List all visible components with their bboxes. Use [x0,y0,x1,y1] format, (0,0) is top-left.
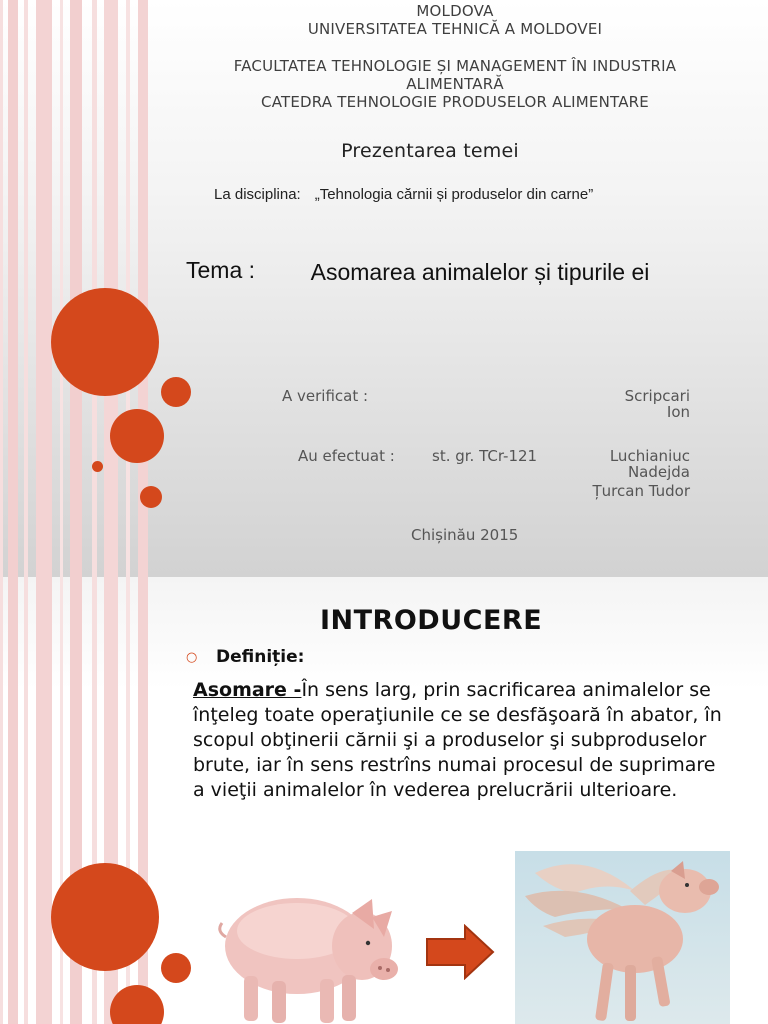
decorative-circle-medium [110,985,164,1024]
definition-text: În sens larg, prin sacrificarea animalelor se înţeleg toate operaţiunile ce se desfăşoară în abator, în scopul obţinerii cărnii şi a produselor şi subproduselor brute, iar în sens restrîns numai procesul de suprimare a vieţii animalelor în vederea prelucrării ulterioare. [193,679,722,801]
city-year: Chișinău 2015 [411,526,519,544]
faculty-header [150,57,760,111]
decorative-circle-large [51,288,159,396]
definition-paragraph [193,678,733,803]
decorative-circle-medium [110,409,164,463]
verifier-first-name: Scripcari [624,387,690,405]
presentation-label: Prezentarea temei [341,140,519,162]
winged-pig-image [515,851,730,1024]
done-label: Au efectuat : [298,447,395,465]
discipline-value: „Tehnologia cărnii și produselor din carne” [314,186,594,203]
introduction-slide [0,577,768,1024]
discipline-line [214,186,593,203]
decorative-circle-small [161,953,191,983]
student2-name: Țurcan Tudor [592,482,690,500]
group-label: st. gr. TCr-121 [432,447,538,465]
decorative-circle-small [161,377,191,407]
student1-last-name: Nadejda [627,463,690,481]
faculty-line: FACULTATEA TEHNOLOGIE ȘI MANAGEMENT ÎN INDUSTRIA [233,57,677,75]
university-header [150,2,760,38]
topic-label: Tema : [186,257,256,283]
slide-heading: INTRODUCERE [320,605,543,636]
pig-image [202,851,402,1024]
bullet-circle-icon: ○ [186,650,198,665]
decorative-circle-small [140,486,162,508]
right-arrow-icon [425,924,495,984]
topic-title: Asomarea animalelor și tipurile ei [310,259,650,285]
discipline-label: La disciplina: [214,186,301,203]
verified-label: A verificat : [282,387,369,405]
verifier-last-name: Ion [666,403,690,421]
faculty-line-2: ALIMENTARĂ [406,75,504,93]
decorative-stripes [0,0,150,577]
university-line: UNIVERSITATEA TEHNICĂ A MOLDOVEI [307,20,603,38]
student1-name [570,447,690,481]
student1-first-name: Luchianiuc [609,447,690,465]
definition-label: Definiție: [216,647,305,667]
decorative-circle-tiny [92,461,103,472]
verifier-name [570,387,690,421]
department-line: CATEDRA TEHNOLOGIE PRODUSELOR ALIMENTARE [261,93,649,111]
country-line: MOLDOVA [416,2,494,20]
decorative-circle-large [51,863,159,971]
definition-term: Asomare - [193,679,302,701]
